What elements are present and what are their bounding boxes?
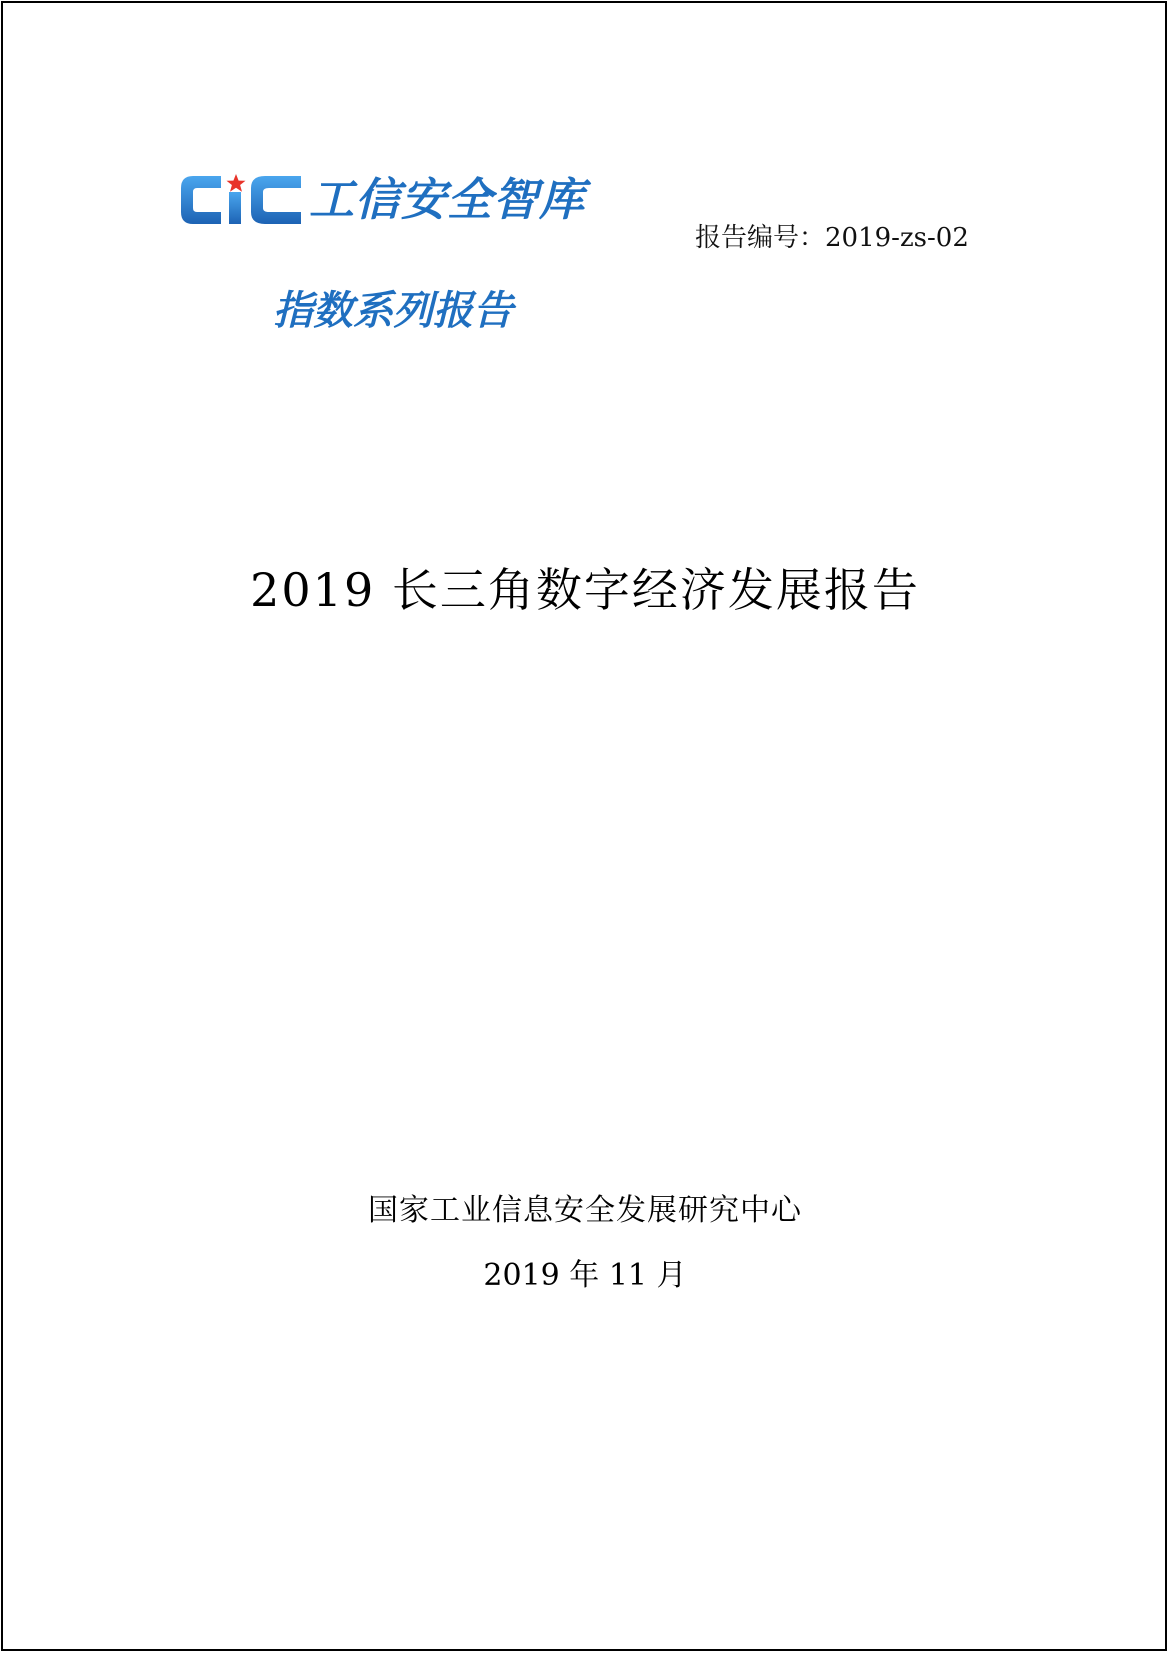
logo xyxy=(177,168,585,232)
report-number: 报告编号：2019-zs-02 xyxy=(695,223,969,253)
page-frame xyxy=(1,1,1167,1651)
publish-date: 2019 年 11 月 xyxy=(483,1258,687,1293)
document-title: 2019 长三角数字经济发展报告 xyxy=(250,563,920,617)
series-label: 指数系列报告 xyxy=(273,288,513,334)
cic-star-logo-icon xyxy=(177,168,307,232)
organization-name: 国家工业信息安全发展研究中心 xyxy=(368,1193,802,1228)
logo-name: 工信安全智库 xyxy=(309,173,586,226)
